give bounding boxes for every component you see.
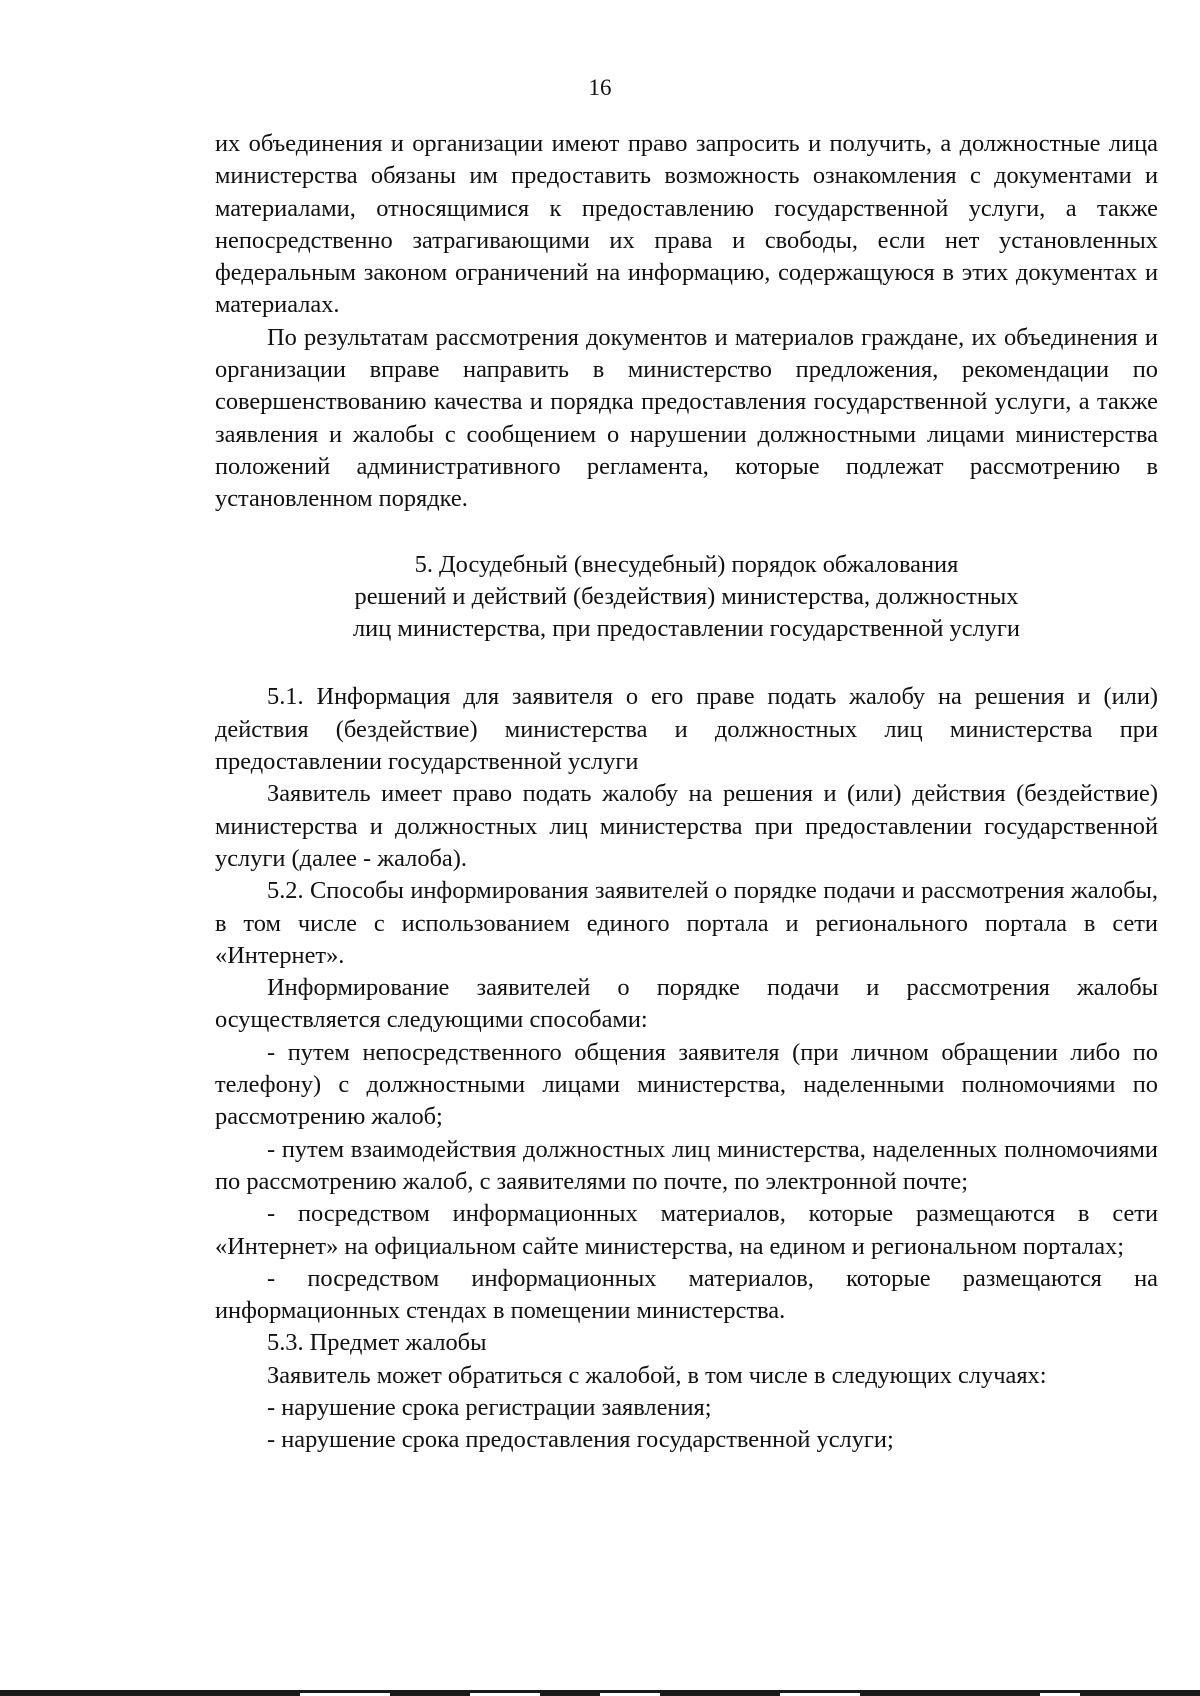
paragraph-5-1: 5.1. Информация для заявителя о его праве подать жалобу на решения и (или) действия (бездействие) министерства и должностных лиц министерства при предоставлении государственной услуги [215, 683, 1158, 776]
list-item: - путем взаимодействия должностных лиц министерства, наделенных полномочиями по рассмотрению жалоб, с заявителями по почте, по электронной почте; [215, 1135, 1158, 1195]
list-item: - посредством информационных материалов, которые размещаются на информационных стендах в помещении министерства. [215, 1264, 1158, 1325]
paragraph-5-2: 5.2. Способы информирования заявителей о порядке подачи и рассмотрения жалобы, в том числе с использованием единого портала и регионального портала в сети «Интернет». [215, 877, 1158, 969]
paragraph-proposals: По результатам рассмотрения документов и материалов граждане, их объединения и организации вправе направить в министерство предложения, рекомендации по совершенствованию качества и порядка предоставления государственной услуги, а также заявления и жалобы с сообщением о нарушении должностными лицами министерства положений административного регламента, которые подлежат рассмотрению в установленном порядке. [215, 323, 1158, 513]
document-body [215, 128, 1158, 1457]
list-item: - путем непосредственного общения заявителя (при личном обращении либо по телефону) с должностными лицами министерства, наделенными полномочиями по рассмотрению жалоб; [215, 1038, 1158, 1131]
paragraph-continuation: их объединения и организации имеют право запросить и получить, а должностные лица министерства обязаны им предоставить возможность ознакомления с документами и материалами, относящимися к предоставлению государственной услуги, а также непосредственно затрагивающими их права и свободы, если нет установленных федеральным законом ограничений на информацию, содержащуюся в этих документах и материалах. [215, 130, 1158, 319]
section-heading-line: решений и действий (бездействия) министерства, должностных [354, 582, 1019, 610]
list-item: - нарушение срока регистрации заявления; [267, 1393, 712, 1421]
paragraph-complaint-cases: Заявитель может обратиться с жалобой, в том числе в следующих случаях: [267, 1361, 1047, 1389]
paragraph-complaint-right: Заявитель имеет право подать жалобу на решения и (или) действия (бездействие) министерства и должностных лиц министерства при предоставлении государственной услуги (далее - жалоба). [215, 780, 1158, 872]
section-heading [215, 549, 1158, 646]
page-number: 16 [588, 75, 612, 100]
list-item: - нарушение срока предоставления государственной услуги; [267, 1426, 894, 1454]
section-heading-line: лиц министерства, при предоставлении государственной услуги [353, 615, 1020, 643]
paragraph-informing-methods: Информирование заявителей о порядке подачи и рассмотрения жалобы осуществляется следующими способами: [215, 974, 1158, 1034]
paragraph-5-3: 5.3. Предмет жалобы [267, 1329, 487, 1357]
section-heading-line: 5. Досудебный (внесудебный) порядок обжалования [414, 550, 959, 578]
list-item: - посредством информационных материалов, которые размещаются в сети «Интернет» на официальном сайте министерства, на едином и региональном порталах; [215, 1200, 1158, 1260]
